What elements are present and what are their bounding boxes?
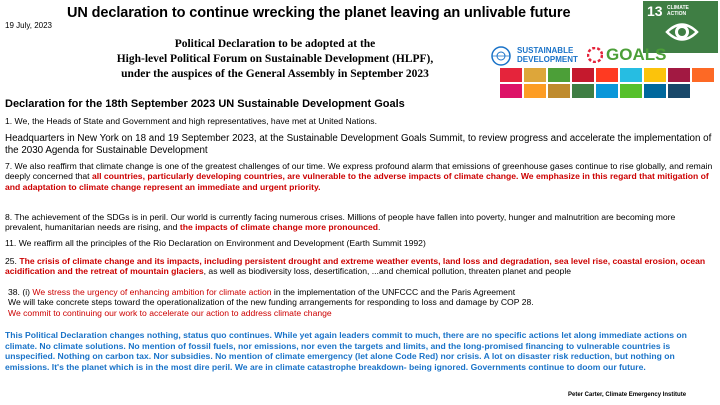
sdg-goal-tile-16 bbox=[644, 84, 666, 98]
sdg-goal-tile-4 bbox=[572, 68, 594, 82]
p38-text: in the implementation of the UNFCCC and the Paris Agreement bbox=[271, 287, 516, 297]
p7-emphasis: all countries, particularly developing countries, are vulnerable to the adverse impacts of climate change. We emphasize in this regard that mitigation of and adaptation to climate change represent an immediate and urgent priority. bbox=[5, 171, 709, 192]
sdg13-number: 13 bbox=[647, 3, 663, 19]
p25-emphasis: The crisis of climate change and its impacts, including persistent drought and extreme weather events, land loss and degradation, sea level rise, coastal erosion, ocean acidification and the retreat of mountain glaciers bbox=[5, 256, 706, 277]
sdg-goal-tile-11 bbox=[524, 84, 546, 98]
paragraph-7 bbox=[5, 161, 713, 192]
sdg-goal-tile-8 bbox=[668, 68, 690, 82]
p38-number: 38. (i) bbox=[8, 287, 33, 297]
commentary: This Political Declaration changes nothing, status quo continues. While yet again leaders commit to much, there are no specific actions let along immediate actions on climate. No climate solutions. No mention of fossil fuels, nor emissions, nor even the targets and limits, and the long-promised financing to vulnerable countries is unspecified. Nothing on carbon tax. Nor subsidies. No mention of climate emergency (let alone Code Red) nor crisis. A lot on disaster risk reduction, but nothing on emissions. It's the planet which is in the most dire peril. We are in climate catastrophe breakdown- being ignored. Governments continue to doom our future. bbox=[5, 330, 687, 372]
p38-commit: We commit to continuing our work to accelerate our action to address climate change bbox=[8, 307, 332, 318]
credit: Peter Carter, Climate Emergency Institute bbox=[568, 392, 687, 398]
paragraph-1: 1. We, the Heads of State and Government and high representatives, have met at United Nations. bbox=[5, 116, 377, 126]
p7-text: 7. We also reaffirm that climate change is one of the greatest challenges of our time. We express profound alarm that emissions of greenhouse gases continue to rise globally, and remain deeply concerned that bbox=[5, 161, 713, 182]
paragraph-25 bbox=[5, 256, 713, 277]
sdg-goal-tile-5 bbox=[596, 68, 618, 82]
sdg-goals-grid bbox=[500, 68, 720, 98]
p8-end: . bbox=[378, 222, 381, 233]
paragraph-8 bbox=[5, 212, 713, 233]
sdg13-label: CLIMATE ACTION bbox=[667, 5, 689, 17]
sdg-goal-tile-15 bbox=[620, 84, 642, 98]
sdg-goal-tile-3 bbox=[548, 68, 570, 82]
sdg-goal-tile-13 bbox=[572, 84, 594, 98]
sdg-goal-tile-14 bbox=[596, 84, 618, 98]
eye-globe-icon bbox=[665, 15, 699, 49]
subtitle-line-3: under the auspices of the General Assembly in September 2023 bbox=[121, 68, 429, 80]
sdg-logo-word3: GOALS bbox=[606, 45, 667, 64]
subtitle bbox=[75, 37, 475, 82]
sdg-wheel-icon bbox=[587, 47, 603, 63]
sdg-goal-tile-2 bbox=[524, 68, 546, 82]
sdg-logo-word2: DEVELOPMENT bbox=[517, 55, 578, 64]
sdg-goal-tile-1 bbox=[500, 68, 522, 82]
subtitle-line-2: High-level Political Forum on Sustainable Development (HLPF), bbox=[116, 53, 434, 65]
section-title: Declaration for the 18th September 2023 UN Sustainable Development Goals bbox=[5, 98, 405, 110]
p25-number: 25. bbox=[5, 256, 20, 266]
sdg-goal-tile-10 bbox=[500, 84, 522, 98]
paragraph-1b: Headquarters in New York on 18 and 19 September 2023, at the Sustainable Development Goals Summit, to review progress and accelerate the implementation of the 2030 Agenda for Sustainable Development bbox=[5, 133, 712, 156]
sdg-goal-tile-9 bbox=[692, 68, 714, 82]
sdg-goal-tile-6 bbox=[620, 68, 642, 82]
paragraph-38 bbox=[8, 287, 716, 318]
p8-emphasis: the impacts of climate change more pronounced bbox=[179, 222, 379, 233]
headline: UN declaration to continue wrecking the planet leaving an unlivable future bbox=[67, 5, 571, 21]
paragraph-11: 11. We reaffirm all the principles of the Rio Declaration on Environment and Development (Earth Summit 1992) bbox=[5, 238, 426, 248]
sdg-goal-tile-17 bbox=[668, 84, 690, 98]
p38-funding: We will take concrete steps toward the operationalization of the new funding arrangements for responding to loss and damage by COP 28. bbox=[8, 297, 534, 308]
sdg-goal-tile-12 bbox=[548, 84, 570, 98]
p38-emphasis: We stress the urgency of enhancing ambition for climate action bbox=[32, 287, 272, 297]
date: 19 July, 2023 bbox=[5, 21, 52, 30]
sdg-logo-word1: SUSTAINABLE bbox=[517, 46, 574, 55]
un-emblem-icon bbox=[490, 45, 512, 67]
p25-end: , as well as biodiversity loss, desertification, ...and chemical pollution, threaten planet and people bbox=[203, 266, 572, 277]
sdg-goal-tile-18 bbox=[692, 84, 714, 98]
sdg-goal-tile-7 bbox=[644, 68, 666, 82]
sdg-logo bbox=[490, 45, 715, 67]
subtitle-line-1: Political Declaration to be adopted at the bbox=[174, 38, 376, 50]
p8-text: 8. The achievement of the SDGs is in peril. Our world is currently facing numerous crises. Millions of people have fallen into poverty, hunger and malnutrition are becoming more prevalent, humanitarian needs are rising, and bbox=[5, 212, 676, 233]
